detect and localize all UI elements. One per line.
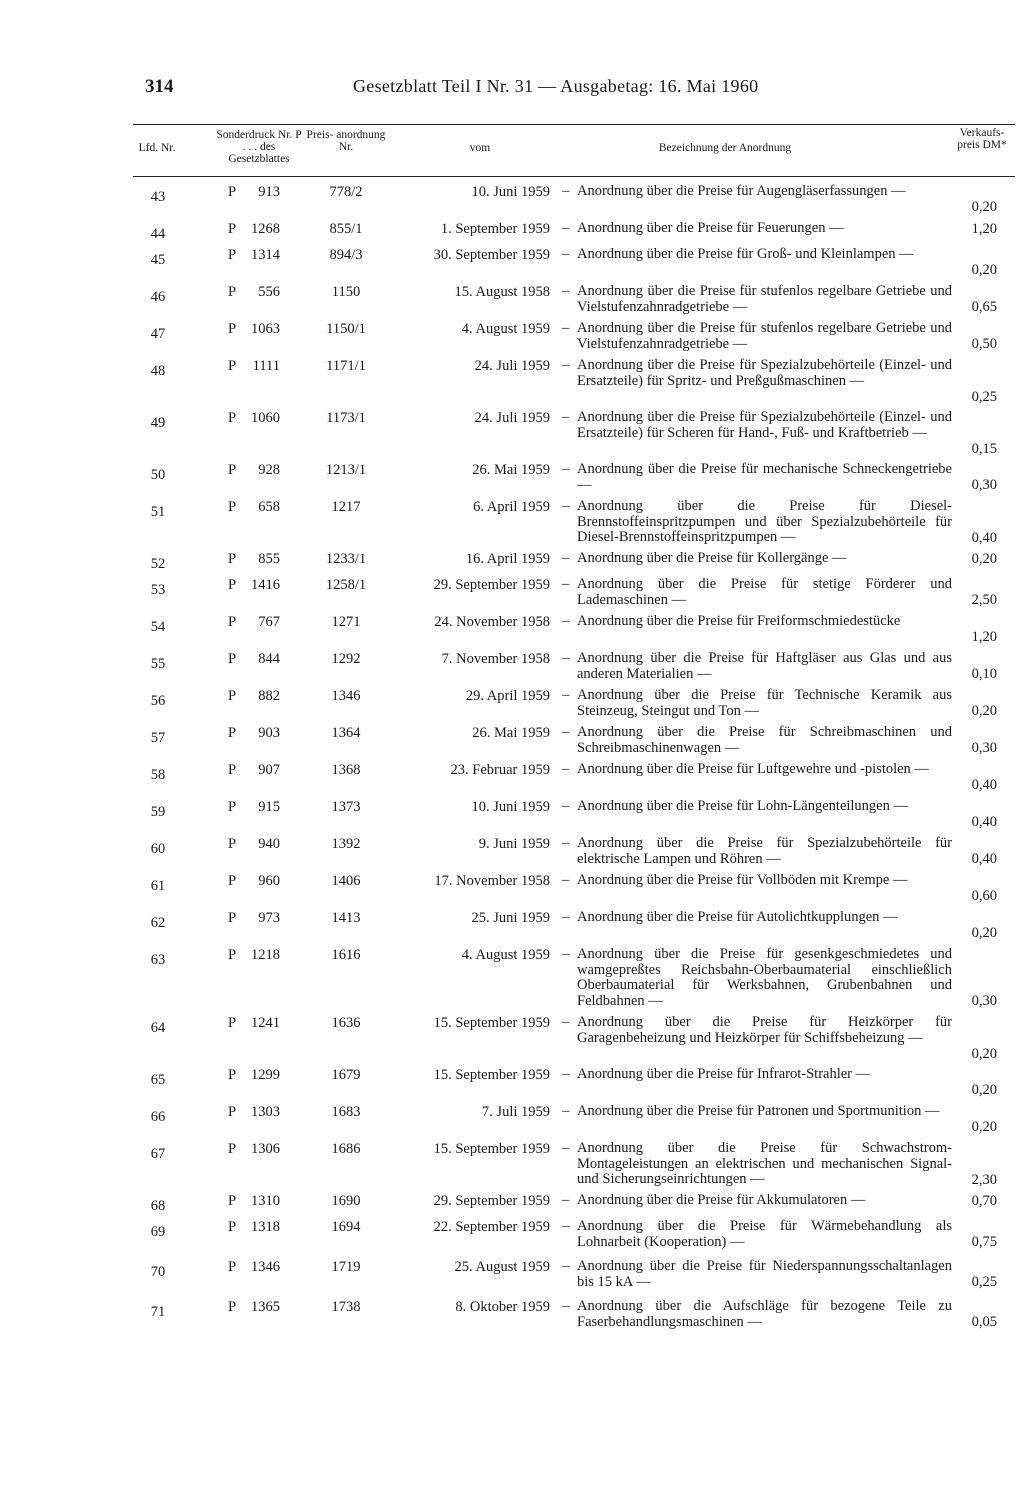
date-vom: 17. November 1958 [434,873,550,889]
order-title: – Anordnung über die Preise für Schwachstrom-Montageleistungen an elektrischen und mechanischen Signal- und Sicherungseinrichtungen — [562,1140,952,1187]
row-number: 62 [150,915,166,931]
table-row: 66 P 1303 1683 7. Juli 1959 – Anordnung über die Preise für Patronen und Sportmunition — 0,20 [0,1102,1024,1139]
preisanordnung-number: 778/2 [329,184,363,200]
preisanordnung-number: 1258/1 [325,577,367,593]
date-vom: 22. September 1959 [433,1219,550,1235]
table-row: 49 P 1060 1173/1 24. Juli 1959 – Anordnung über die Preise für Spezialzubehörteile (Einzel- und Ersatzteile) für Scheren für Hand-, Fuß- und Kraftbetrieb — 0,15 [0,408,1024,460]
price: 0,50 [971,336,997,352]
price: 0,40 [971,777,997,793]
price: 0,20 [971,1082,997,1098]
order-title: – Anordnung über die Preise für Wärmebehandlung als Lohnarbeit (Kooperation) — [562,1218,952,1250]
order-title: – Anordnung über die Preise für Luftgewehre und -pistolen — [562,761,929,777]
table-row: 47 P 1063 1150/1 4. August 1959 – Anordnung über die Preise für stufenlos regelbare Getriebe und Vielstufenzahnradgetriebe — 0,50 [0,319,1024,356]
order-title: – Anordnung über die Preise für Feuerungen — [562,220,844,236]
table-row: 43 P 913 778/2 10. Juni 1959 – Anordnung über die Preise für Augengläserfassungen — 0,20 [0,182,1024,219]
preisanordnung-number: 1346 [331,688,361,704]
price: 1,20 [971,221,997,237]
order-title: – Anordnung über die Preise für Spezialzubehörteile (Einzel- und Ersatzteile) für Scheren für Hand-, Fuß- und Kraftbetrieb — [562,409,952,441]
order-title: – Anordnung über die Preise für stufenlos regelbare Getriebe und Vielstufenzahnradgetriebe — [562,283,952,315]
table-header-rule [133,176,1015,177]
price: 0,40 [971,851,997,867]
page-header [145,76,865,106]
order-title: – Anordnung über die Aufschläge für bezogene Teile zu Faserbehandlungsmaschinen — [562,1298,952,1330]
price: 0,65 [971,299,997,315]
date-vom: 15. September 1959 [433,1015,550,1031]
row-number: 69 [150,1224,166,1240]
price: 0,20 [971,551,997,567]
table-row: 44 P 1268 855/1 1. September 1959 – Anordnung über die Preise für Feuerungen — 1,20 [0,219,1024,245]
price: 0,20 [971,925,997,941]
row-number: 54 [150,619,166,635]
price: 0,40 [971,814,997,830]
row-number: 66 [150,1109,166,1125]
table-row: 53 P 1416 1258/1 29. September 1959 – Anordnung über die Preise für stetige Förderer und Lademaschinen — 2,50 [0,575,1024,612]
row-number: 70 [150,1264,166,1280]
price: 0,25 [971,1274,997,1290]
row-number: 60 [150,841,166,857]
table-row: 64 P 1241 1636 15. September 1959 – Anordnung über die Preise für Heizkörper für Garagenbeheizung und Heizkörper für Schiffsbeheizung — 0,20 [0,1013,1024,1065]
order-title: – Anordnung über die Preise für Groß- und Kleinlampen — [562,246,914,262]
table-row: 45 P 1314 894/3 30. September 1959 – Anordnung über die Preise für Groß- und Kleinlampen — 0,20 [0,245,1024,282]
order-title: – Anordnung über die Preise für stufenlos regelbare Getriebe und Vielstufenzahnradgetriebe — [562,320,952,352]
row-number: 71 [150,1304,166,1320]
preisanordnung-number: 1368 [331,762,361,778]
date-vom: 29. April 1959 [465,688,550,704]
col-header-vom: vom [469,142,491,154]
row-number: 65 [150,1072,166,1088]
date-vom: 16. April 1959 [465,551,550,567]
date-vom: 10. Juni 1959 [471,184,550,200]
row-number: 57 [150,730,166,746]
preisanordnung-number: 1150 [331,284,361,300]
preisanordnung-number: 1694 [331,1219,361,1235]
date-vom: 24. Juli 1959 [474,358,550,374]
preisanordnung-number: 1392 [331,836,361,852]
price: 0,10 [971,666,997,682]
date-vom: 15. September 1959 [433,1067,550,1083]
row-number: 63 [150,952,166,968]
table-row: 59 P 915 1373 10. Juni 1959 – Anordnung über die Preise für Lohn-Längenteilungen — 0,40 [0,797,1024,834]
preisanordnung-number: 1738 [331,1299,361,1315]
row-number: 64 [150,1020,166,1036]
preisanordnung-number: 1616 [331,947,361,963]
date-vom: 26. Mai 1959 [472,725,550,741]
table-row: 48 P 1111 1171/1 24. Juli 1959 – Anordnung über die Preise für Spezialzubehörteile (Einzel- und Ersatzteile) für Spritz- und Preßgußmaschinen — 0,25 [0,356,1024,408]
row-number: 68 [150,1198,166,1214]
row-number: 56 [150,693,166,709]
date-vom: 25. August 1959 [454,1259,550,1275]
row-number: 58 [150,767,166,783]
price: 0,15 [971,441,997,457]
preisanordnung-number: 1217 [331,499,361,515]
table-row: 61 P 960 1406 17. November 1958 – Anordnung über die Preise für Vollböden mit Krempe — 0,60 [0,871,1024,908]
date-vom: 1. September 1959 [440,221,550,237]
price: 0,75 [971,1234,997,1250]
row-number: 67 [150,1146,166,1162]
row-number: 49 [150,415,166,431]
table-row: 65 P 1299 1679 15. September 1959 – Anordnung über die Preise für Infrarot-Strahler — 0,20 [0,1065,1024,1102]
col-header-bezeichnung: Bezeichnung der Anordnung [658,142,792,154]
order-title: – Anordnung über die Preise für Schreibmaschinen und Schreibmaschinenwagen — [562,724,952,756]
date-vom: 15. September 1959 [433,1141,550,1157]
row-number: 50 [150,467,166,483]
price: 2,30 [971,1172,997,1188]
date-vom: 23. Februar 1959 [450,762,550,778]
price: 0,40 [971,530,997,546]
order-title: – Anordnung über die Preise für mechanische Schneckengetriebe — [562,461,952,493]
price: 0,30 [971,993,997,1009]
row-number: 45 [150,252,166,268]
table-row: 68 P 1310 1690 29. September 1959 – Anordnung über die Preise für Akkumulatoren — 0,70 [0,1191,1024,1217]
preisanordnung-number: 1413 [331,910,361,926]
row-number: 61 [150,878,166,894]
date-vom: 4. August 1959 [461,321,550,337]
order-title: – Anordnung über die Preise für Vollböden mit Krempe — [562,872,908,888]
table-column-headers [0,125,1024,175]
col-header-preisanordnung: Preis- anordnung Nr. [306,129,386,153]
preisanordnung-number: 1686 [331,1141,361,1157]
date-vom: 8. Oktober 1959 [455,1299,550,1315]
preisanordnung-number: 894/3 [329,247,363,263]
table-row: 60 P 940 1392 9. Juni 1959 – Anordnung über die Preise für Spezialzubehörteile für elektrische Lampen und Röhren — 0,40 [0,834,1024,871]
price: 1,20 [971,629,997,645]
running-title: Gesetzblatt Teil I Nr. 31 — Ausgabetag: 16. Mai 1960 [353,76,759,96]
price: 0,05 [971,1314,997,1330]
price: 2,50 [971,592,997,608]
preisanordnung-number: 1171/1 [326,358,366,374]
order-title: – Anordnung über die Preise für Technische Keramik aus Steinzeug, Steingut und Ton — [562,687,952,719]
preisanordnung-number: 1679 [331,1067,361,1083]
price: 0,30 [971,477,997,493]
date-vom: 29. September 1959 [433,577,550,593]
preisanordnung-number: 1233/1 [325,551,367,567]
table-row: 55 P 844 1292 7. November 1958 – Anordnung über die Preise für Haftgläser aus Glas und aus anderen Materialien — 0,10 [0,649,1024,686]
date-vom: 24. November 1958 [434,614,550,630]
col-header-sonderdruck: Sonderdruck Nr. P . . . des Gesetzblattes [216,129,302,165]
order-title: – Anordnung über die Preise für Lohn-Längenteilungen — [562,798,908,814]
preisanordnung-number: 1690 [331,1193,361,1209]
row-number: 52 [150,556,166,572]
date-vom: 7. Juli 1959 [481,1104,550,1120]
table-row: 67 P 1306 1686 15. September 1959 – Anordnung über die Preise für Schwachstrom-Montageleistungen an elektrischen und mechanischen Signal- und Sicherungseinrichtungen — 2,30 [0,1139,1024,1191]
table-row: 69 P 1318 1694 22. September 1959 – Anordnung über die Preise für Wärmebehandlung als Lohnarbeit (Kooperation) — 0,75 [0,1217,1024,1257]
price: 0,60 [971,888,997,904]
order-title: – Anordnung über die Preise für Freiformschmiedestücke [562,613,901,629]
order-title: – Anordnung über die Preise für Infrarot-Strahler — [562,1066,871,1082]
preisanordnung-number: 1213/1 [325,462,367,478]
order-title: – Anordnung über die Preise für Spezialzubehörteile für elektrische Lampen und Röhren — [562,835,952,867]
col-header-lfd: Lfd. Nr. [138,142,176,154]
preisanordnung-number: 1292 [331,651,361,667]
preisanordnung-number: 1719 [331,1259,361,1275]
preisanordnung-number: 1364 [331,725,361,741]
table-row: 62 P 973 1413 25. Juni 1959 – Anordnung über die Preise für Autolichtkupplungen — 0,20 [0,908,1024,945]
order-title: – Anordnung über die Preise für gesenkgeschmiedetes und wamgepreßtes Reichsbahn-Oberbaumaterial einschließlich Oberbaumaterial für Werksbahnen, Grubenbahnen und Feldbahnen — [562,946,952,1009]
preisanordnung-number: 1406 [331,873,361,889]
date-vom: 10. Juni 1959 [471,799,550,815]
price: 0,20 [971,199,997,215]
price: 0,25 [971,389,997,405]
price: 0,30 [971,740,997,756]
table-row: 50 P 928 1213/1 26. Mai 1959 – Anordnung über die Preise für mechanische Schneckengetriebe — 0,30 [0,460,1024,497]
date-vom: 25. Juni 1959 [471,910,550,926]
order-title: – Anordnung über die Preise für Autolichtkupplungen — [562,909,898,925]
row-number: 51 [150,504,166,520]
col-header-verkaufspreis: Verkaufs- preis DM* [957,127,1007,151]
table-row: 56 P 882 1346 29. April 1959 – Anordnung über die Preise für Technische Keramik aus Steinzeug, Steingut und Ton — 0,20 [0,686,1024,723]
date-vom: 26. Mai 1959 [472,462,550,478]
preisanordnung-number: 1373 [331,799,361,815]
order-title: – Anordnung über die Preise für Akkumulatoren — [562,1192,866,1208]
table-row: 46 P 556 1150 15. August 1958 – Anordnung über die Preise für stufenlos regelbare Getriebe und Vielstufenzahnradgetriebe — 0,65 [0,282,1024,319]
date-vom: 6. April 1959 [473,499,550,515]
table-body [0,182,1024,1334]
order-title: – Anordnung über die Preise für Haftgläser aus Glas und aus anderen Materialien — [562,650,952,682]
order-title: – Anordnung über die Preise für Heizkörper für Garagenbeheizung und Heizkörper für Schiffsbeheizung — [562,1014,952,1046]
preisanordnung-number: 1173/1 [326,410,366,426]
preisanordnung-number: 1636 [331,1015,361,1031]
price: 0,20 [971,1119,997,1135]
preisanordnung-number: 1150/1 [326,321,366,337]
price: 0,20 [971,703,997,719]
order-title: – Anordnung über die Preise für Kollergänge — [562,550,847,566]
date-vom: 4. August 1959 [461,947,550,963]
table-row: 57 P 903 1364 26. Mai 1959 – Anordnung über die Preise für Schreibmaschinen und Schreibmaschinenwagen — 0,30 [0,723,1024,760]
row-number: 46 [150,289,166,305]
date-vom: 29. September 1959 [433,1193,550,1209]
table-row: 70 P 1346 1719 25. August 1959 – Anordnung über die Preise für Niederspannungsschaltanlagen bis 15 kA — 0,25 [0,1257,1024,1297]
row-number: 47 [150,326,166,342]
date-vom: 24. Juli 1959 [474,410,550,426]
row-number: 53 [150,582,166,598]
date-vom: 30. September 1959 [433,247,550,263]
preisanordnung-number: 1683 [331,1104,361,1120]
row-number: 48 [150,363,166,379]
table-row: 52 P 855 1233/1 16. April 1959 – Anordnung über die Preise für Kollergänge — 0,20 [0,549,1024,575]
table-row: 54 P 767 1271 24. November 1958 – Anordnung über die Preise für Freiformschmiedestücke 1,20 [0,612,1024,649]
table-row: 71 P 1365 1738 8. Oktober 1959 – Anordnung über die Aufschläge für bezogene Teile zu Faserbehandlungsmaschinen — 0,05 [0,1297,1024,1334]
row-number: 59 [150,804,166,820]
date-vom: 7. November 1958 [441,651,550,667]
row-number: 43 [150,189,166,205]
table-row: 58 P 907 1368 23. Februar 1959 – Anordnung über die Preise für Luftgewehre und -pistolen — 0,40 [0,760,1024,797]
row-number: 55 [150,656,166,672]
preisanordnung-number: 1271 [331,614,361,630]
order-title: – Anordnung über die Preise für Spezialzubehörteile (Einzel- und Ersatzteile) für Spritz- und Preßgußmaschinen — [562,357,952,389]
table-row: 63 P 1218 1616 4. August 1959 – Anordnung über die Preise für gesenkgeschmiedetes und wamgepreßtes Reichsbahn-Oberbaumaterial einschließlich Oberbaumaterial für Werksbahnen, Grubenbahnen und Feldbahnen — 0,30 [0,945,1024,1013]
order-title: – Anordnung über die Preise für Niederspannungsschaltanlagen bis 15 kA — [562,1258,952,1290]
page-number: 314 [145,76,174,97]
row-number: 44 [150,226,166,242]
date-vom: 15. August 1958 [454,284,550,300]
price: 0,20 [971,1046,997,1062]
order-title: – Anordnung über die Preise für Diesel-Brennstoffeinspritzpumpen und über Spezialzubehörteile für Diesel-Brennstoffeinspritzpumpen — [562,498,952,545]
order-title: – Anordnung über die Preise für stetige Förderer und Lademaschinen — [562,576,952,608]
order-title: – Anordnung über die Preise für Patronen und Sportmunition — [562,1103,940,1119]
order-title: – Anordnung über die Preise für Augengläserfassungen — [562,183,906,199]
preisanordnung-number: 855/1 [329,221,363,237]
table-row: 51 P 658 1217 6. April 1959 – Anordnung über die Preise für Diesel-Brennstoffeinspritzpumpen und über Spezialzubehörteile für Diesel-Brennstoffeinspritzpumpen — 0,40 [0,497,1024,549]
price: 0,20 [971,262,997,278]
price: 0,70 [971,1193,997,1209]
date-vom: 9. Juni 1959 [478,836,550,852]
